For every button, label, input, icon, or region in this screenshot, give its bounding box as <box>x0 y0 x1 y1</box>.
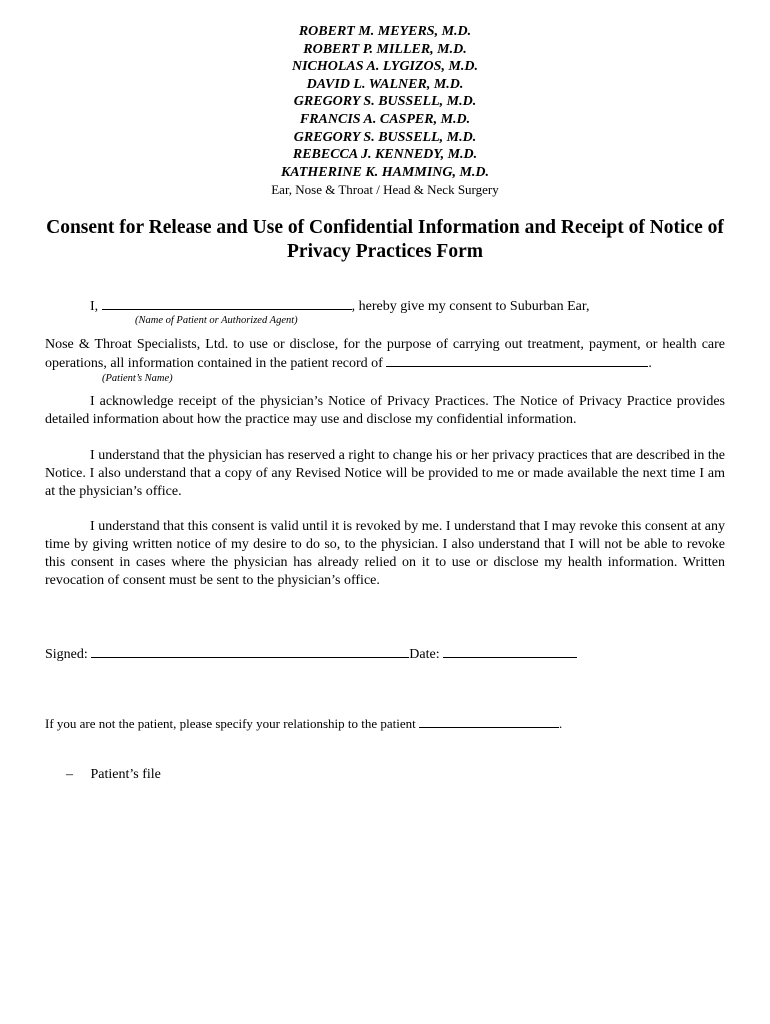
physician-name: KATHERINE K. HAMMING, M.D. <box>280 164 490 180</box>
acknowledge-text: I acknowledge receipt of the physician’s Notice of Privacy Practices. The Notice of Privacy Practice provides detailed information about how the practice may use and disclose my confidential information. <box>45 394 725 427</box>
patients-file-note: – Patient’s file <box>66 767 161 782</box>
relationship-line <box>45 715 562 732</box>
date-field[interactable] <box>443 645 577 658</box>
physician-name: NICHOLAS A. LYGIZOS, M.D. <box>291 59 479 75</box>
privacy-change-paragraph <box>45 447 725 501</box>
relationship-field[interactable] <box>419 715 559 728</box>
agent-name-field[interactable] <box>102 297 352 310</box>
relationship-end: . <box>559 716 563 731</box>
relationship-text: If you are not the patient, please specify your relationship to the patient <box>45 716 416 731</box>
signed-label: Signed: <box>45 647 88 662</box>
date-label: Date: <box>409 647 440 662</box>
physician-name: ROBERT M. MEYERS, M.D. <box>298 24 472 39</box>
physician-name: GREGORY S. BUSSELL, M.D. <box>293 94 477 110</box>
consent-line <box>90 297 589 315</box>
signature-line <box>45 645 577 663</box>
physician-name: ROBERT P. MILLER, M.D. <box>303 41 467 57</box>
privacy-change-text: I understand that the physician has reserved a right to change his or her privacy practices that are described in the Notice. I also understand that a copy of any Revised Notice will be provided to me or made available the next time I am at the physician’s office. <box>45 448 725 499</box>
agent-name-caption: (Name of Patient or Authorized Agent) <box>135 315 298 326</box>
revocation-text: I understand that this consent is valid until it is revoked by me. I understand that I may revoke this consent at any time by giving written notice of my desire to do so, to the physician. I also understand that I will not be able to revoke this consent in cases where the physician has already relied on it to use or disclose my health information. Written revocation of consent must be sent to the physician’s office. <box>45 519 725 588</box>
consent-paragraph-end: . <box>648 356 652 371</box>
patient-name-field[interactable] <box>386 354 648 367</box>
consent-prefix: I, <box>90 299 99 314</box>
consent-paragraph-text: Nose & Throat Specialists, Ltd. to use or disclose, for the purpose of carrying out treatment, payment, or health care operations, all information contained in the patient record of <box>45 337 725 371</box>
physician-name: GREGORY S. BUSSELL, M.D. <box>293 129 477 145</box>
consent-paragraph <box>45 336 725 373</box>
revocation-paragraph <box>45 518 725 590</box>
physician-name: DAVID L. WALNER, M.D. <box>306 76 464 92</box>
acknowledge-paragraph <box>45 393 725 429</box>
letterhead <box>0 23 770 199</box>
signature-field[interactable] <box>91 645 409 658</box>
practice-specialty: Ear, Nose & Throat / Head & Neck Surgery <box>271 182 499 198</box>
form-title: Consent for Release and Use of Confidential Information and Receipt of Notice of Privacy Practices Form <box>46 217 724 262</box>
patient-name-caption: (Patient’s Name) <box>102 373 173 384</box>
physician-name: REBECCA J. KENNEDY, M.D. <box>292 147 478 163</box>
consent-suffix: , hereby give my consent to Suburban Ear, <box>351 299 590 314</box>
physician-name: FRANCIS A. CASPER, M.D. <box>299 111 471 127</box>
